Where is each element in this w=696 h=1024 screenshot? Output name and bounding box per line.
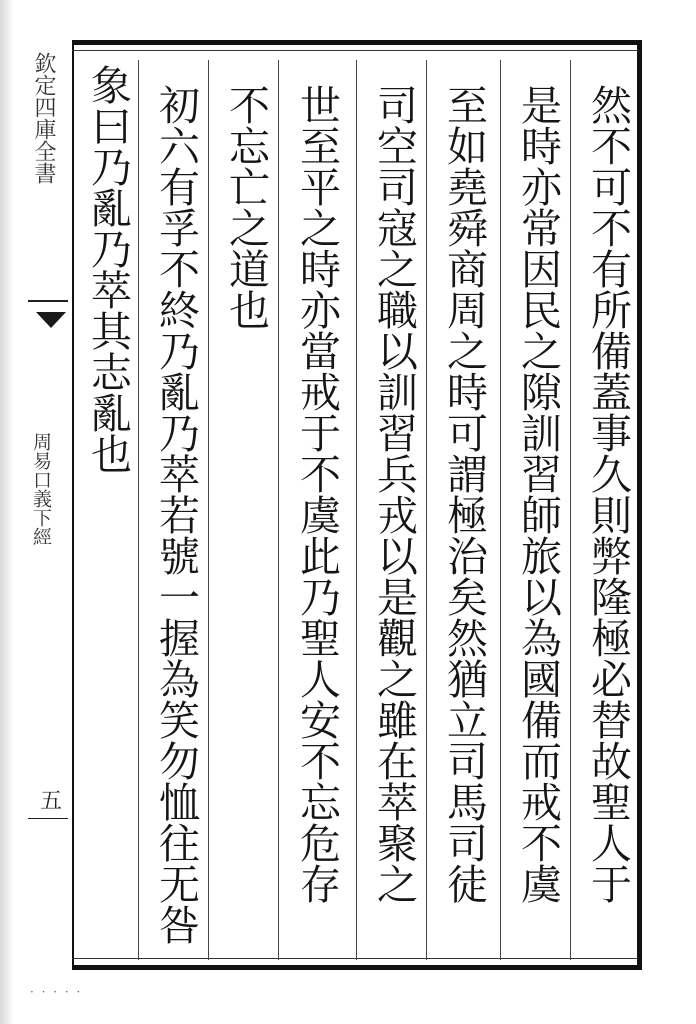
column-rule [570,60,571,960]
text-column-8: 象曰乃亂乃萃其志亂也 [84,64,132,474]
text-column-6: 不忘亡之道也 [222,84,270,330]
text-column-5: 世至平之時亦當戒于不虞此乃聖人安不忘危存 [293,84,341,904]
scan-edge [0,0,14,1024]
column-rule [278,60,279,960]
frame-inner-bottom-line [72,958,637,959]
column-rule [356,60,357,960]
text-column-7: 初六有孚不終乃亂乃萃若號一握為笑勿恤往无咎 [152,84,200,945]
margin-section-title: 周易口義下經 [30,432,52,546]
margin-book-title: 欽定四庫全書 [31,52,56,184]
text-column-4: 司空司寇之職以訓習兵戎以是觀之雖在萃聚之 [370,84,418,904]
page-frame-left [72,40,74,970]
bottom-scan-marks: · · · · · [30,985,83,999]
margin-divider-top [28,300,68,302]
column-rule [208,60,209,960]
margin-page-number: 五 [40,789,63,814]
fish-tail-mark [36,312,66,328]
column-rule [500,60,501,960]
frame-inner-top-line [72,50,637,51]
text-column-2: 是時亦常因民之隙訓習師旅以為國備而戒不虞 [514,84,562,904]
text-column-3: 至如堯舜商周之時可謂極治矣然猶立司馬司徒 [440,84,488,904]
column-rule [426,60,427,960]
margin-divider-bottom [28,818,68,819]
text-column-1: 然不可不有所備蓋事久則弊隆極必替故聖人于 [584,84,632,904]
